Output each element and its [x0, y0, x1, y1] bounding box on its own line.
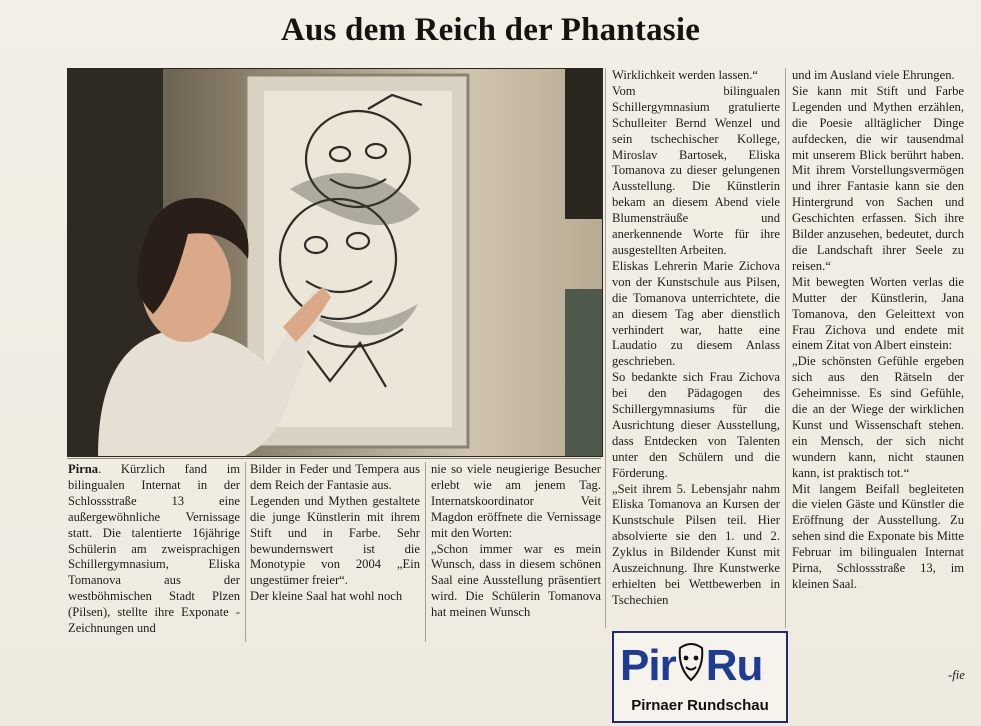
paragraph: Der kleine Saal hat wohl noch: [250, 589, 403, 604]
paragraph: Wirklichkeit werden lassen.“: [612, 68, 759, 82]
paragraph: Vom bilingualen Schillergymnasium gratulierte Schulleiter Bernd Wenzel und sein tschechischer Kollege, Miroslav Bartosek, Eliska Tomanova zu dieser gelungenen Ausstellung. Die Künstlerin bekam an diesem Abend viele Blumensträuße und anerkennende Worte für ihre ausgestellten Arbeiten.: [612, 83, 780, 257]
paragraph: Mit langem Beifall begleiteten die vielen Gäste und Künstler die Eröffnung der Ausstellung. Zu sehen sind die Exponate bis Mitte Februar im bilingualen Internat Pirna, Schlossstraße 13, im kleinen Saal.: [792, 481, 964, 591]
paragraph: und im Ausland viele Ehrungen.: [792, 68, 955, 82]
paragraph: Legenden und Mythen gestaltete die junge Künstlerin mit ihrem Stift und in Farbe. Sehr bewundernswert ist die Monotypie von 2004 „Ein ungestümer freier“.: [250, 493, 420, 588]
newspaper-logo: [612, 631, 788, 723]
photo-bottom-rule: [67, 458, 601, 459]
logo-left-text: Pir: [620, 641, 676, 690]
column-divider: [605, 68, 606, 628]
paragraph: Pirna. Kürzlich fand im bilingualen Internat in der Schlossstraße 13 eine außergewöhnliche Vernissage statt. Die talentierte 16jährige Schülerin am zweisprachigen Schillergymnasium, Eliska Tomanova aus der westböhmischen Stadt Plzen (Pilsen), stellte ihre Exponate - Zeichnungen und: [68, 462, 240, 636]
article-column-4: [612, 68, 780, 609]
column-divider: [785, 68, 786, 628]
article-headline: Aus dem Reich der Phantasie: [280, 12, 701, 48]
logo-right-text: Ru: [705, 641, 763, 690]
article-column-5: [792, 68, 964, 593]
author-signature: -fie: [948, 668, 965, 682]
paragraph: So bedankte sich Frau Zichova bei den Pädagogen des Schillergymnasiums für die Ausrichtung dieser Ausstellung, dass Entdecken von Talenten unter den Schülern und die Förderung.: [612, 370, 780, 480]
paragraph: Eliskas Lehrerin Marie Zichova von der Kunstschule aus Pilsen, die Tomanova unterrichtete, die an diesem Tag aber dienstlich verhindert war, hatte eine Laudatio zu diesem Anlass geschrieben.: [612, 258, 780, 369]
column-divider: [245, 462, 246, 642]
theater-mask-icon: [676, 642, 706, 686]
article-column-3: [431, 462, 601, 621]
paragraph: nie so viele neugierige Besucher erlebt wie am jenem Tag. Internatskoordinator Veit Magdon eröffnete die Vernissage mit den Worten:: [431, 462, 601, 540]
photo-artwork-scene: [68, 69, 602, 456]
paragraph: Sie kann mit Stift und Farbe Legenden und Mythen erzählen, die Poesie alltäglicher Dinge aufdecken, die wir tausendmal mit unserem Blick berührt haben. Mit ihrem Vorstellungsvermögen und ihrer Fantasie kann sie den Hintergrund von Sachen und Geschichten erfassen. Sich ihre Bilder anzusehen, bedeutet, durch die Landschaft ihrer Seele zu reisen.“: [792, 83, 964, 273]
column-divider: [425, 462, 426, 642]
logo-subtitle: Pirnaer Rundschau: [631, 697, 769, 714]
paragraph: „Schon immer war es mein Wunsch, dass in diesem schönen Saal eine Ausstellung präsentiert wird. Die Schülerin Tomanova hat meinen Wunsch: [431, 541, 601, 620]
paragraph: „Die schönsten Gefühle ergeben sich aus den Rätseln der Geheimnisse. Es sind Gefühle, die an der Wiege der wirklichen Kunst und Wissenschaft stehen. ein Mensch, der sich nicht wundern kann, nicht staunen kann, ist praktisch tot.“: [792, 354, 964, 480]
dateline: Pirna: [68, 462, 99, 476]
article-column-1: [68, 462, 240, 637]
article-column-2: [250, 462, 420, 605]
article-photo: [67, 68, 603, 457]
paragraph: „Seit ihrem 5. Lebensjahr nahm Eliska Tomanova an Kursen der Kunstschule Pilsen teil. Hier absolvierte sie den 1. und 2. Zyklus in Bildender Kunst mit Auszeichnung. Ihre Kunstwerke erhielten bei Wettbewerben in Tschechien: [612, 481, 780, 607]
paragraph: Mit bewegten Worten verlas die Mutter der Künstlerin, Jana Tomanova, den Geleittext von Frau Zichova und endete mit einem Zitat von Albert einstein:: [792, 274, 964, 353]
paragraph: Bilder in Feder und Tempera aus dem Reich der Fantasie aus.: [250, 462, 420, 492]
logo-wordmark: [620, 639, 780, 693]
